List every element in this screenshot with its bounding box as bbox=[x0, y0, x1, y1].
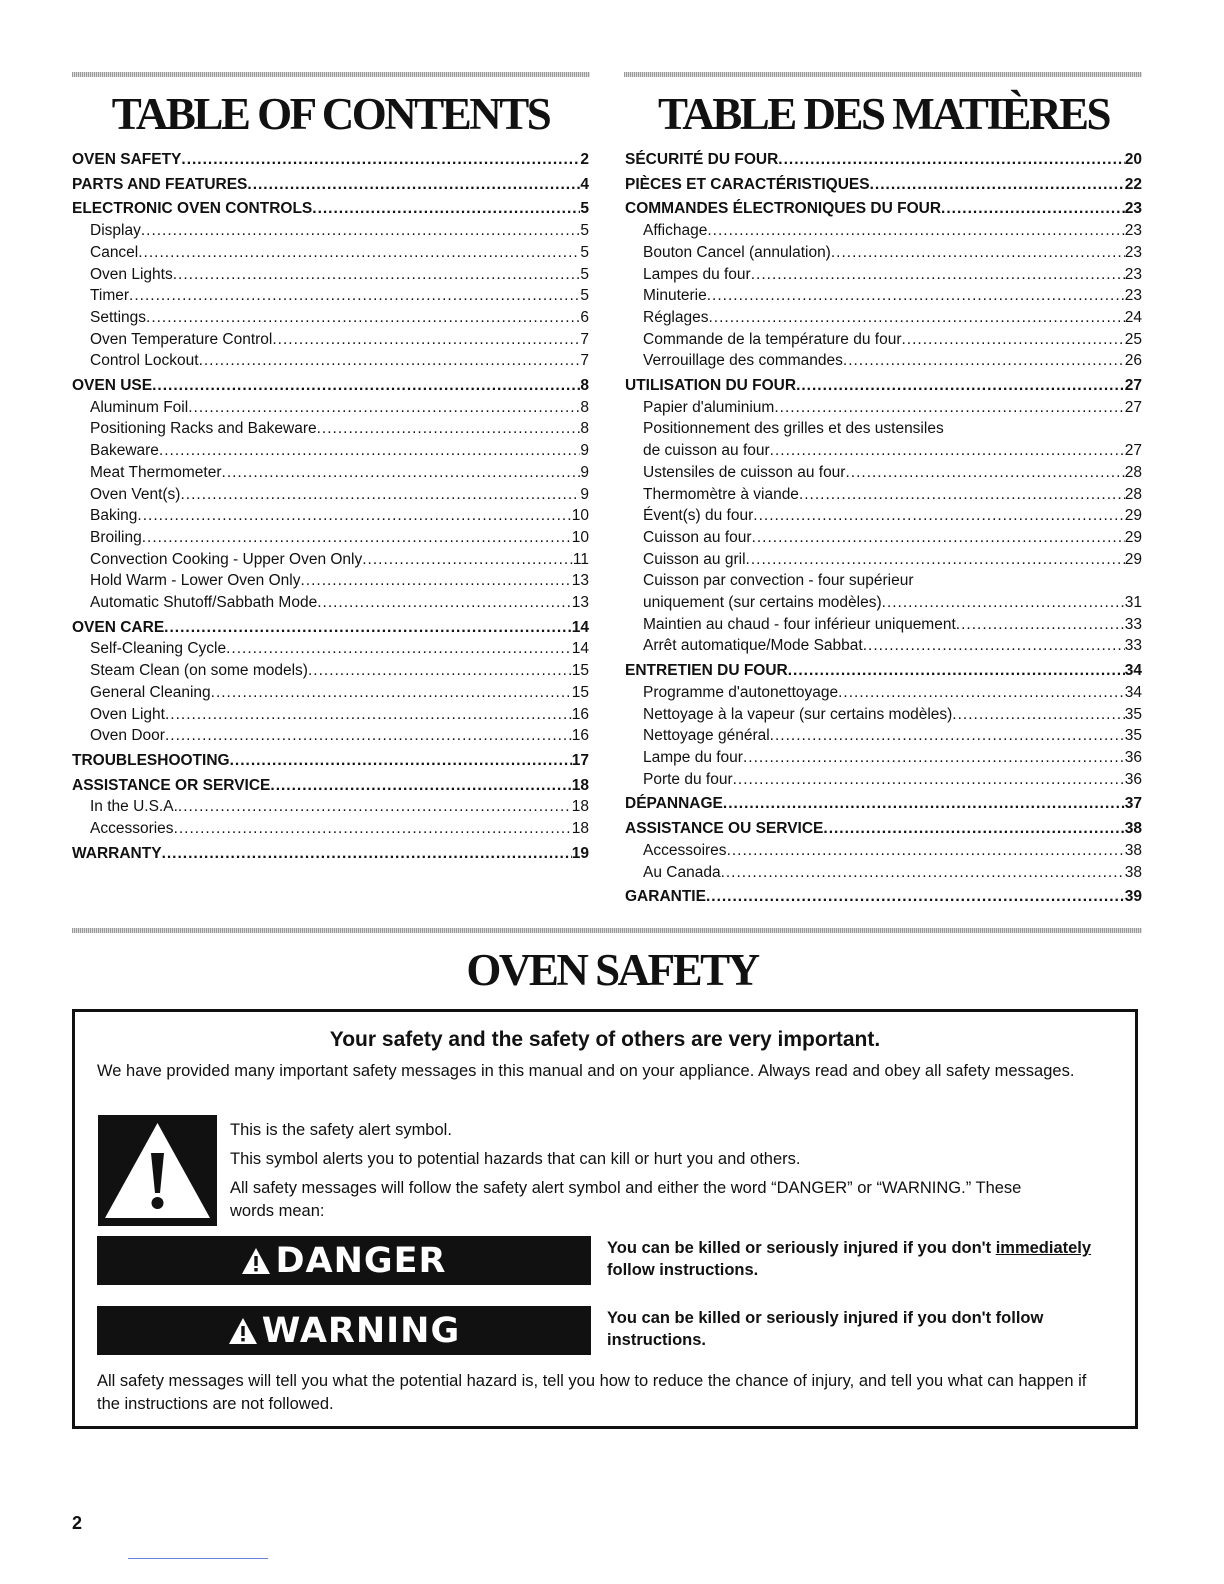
toc-dot-leader bbox=[270, 775, 571, 797]
toc-page-number: 19 bbox=[571, 844, 589, 862]
toc-page-number: 15 bbox=[571, 662, 589, 680]
toc-dot-leader bbox=[164, 617, 572, 639]
toc-entry bbox=[72, 505, 589, 527]
toc-dot-leader bbox=[746, 549, 1125, 571]
toc-entry bbox=[72, 264, 589, 286]
toc-page-number: 33 bbox=[1124, 637, 1142, 655]
toc-page-number: 11 bbox=[572, 550, 589, 568]
toc-page-number: 14 bbox=[571, 618, 589, 636]
toc-entry bbox=[72, 418, 589, 440]
toc-entry bbox=[625, 862, 1142, 884]
toc-dot-leader bbox=[863, 635, 1125, 657]
toc-page-number: 5 bbox=[580, 200, 589, 218]
oven-safety-title: OVEN SAFETY bbox=[466, 945, 758, 995]
toc-entry bbox=[72, 350, 589, 372]
toc-entry-label: Au Canada bbox=[643, 863, 721, 881]
toc-entry-label: de cuisson au four bbox=[643, 442, 770, 460]
toc-entry-label: In the U.S.A. bbox=[90, 798, 178, 816]
toc-section bbox=[625, 660, 1142, 682]
toc-page-number: 34 bbox=[1124, 683, 1142, 701]
toc-dot-leader bbox=[174, 818, 572, 840]
toc-page-number: 28 bbox=[1124, 463, 1142, 481]
toc-page-number: 5 bbox=[580, 222, 589, 240]
toc-page-number: 4 bbox=[580, 175, 589, 193]
toc-page-number: 10 bbox=[571, 507, 589, 525]
toc-section bbox=[625, 149, 1142, 171]
toc-entry bbox=[72, 285, 589, 307]
toc-page-number: 9 bbox=[580, 485, 589, 503]
toc-entry-label: General Cleaning bbox=[90, 683, 211, 701]
toc-page-number: 27 bbox=[1124, 377, 1142, 395]
danger-signal-word bbox=[97, 1236, 591, 1285]
toc-entry-label: Cuisson au four bbox=[643, 528, 752, 546]
toc-page-number: 10 bbox=[571, 528, 589, 546]
toc-entry-label: COMMANDES ÉLECTRONIQUES DU FOUR bbox=[625, 200, 942, 218]
footer-line bbox=[128, 1558, 268, 1559]
top-rule-right bbox=[624, 72, 1142, 77]
toc-entry bbox=[72, 484, 589, 506]
toc-page-number: 13 bbox=[571, 572, 589, 590]
toc-dot-leader bbox=[799, 484, 1125, 506]
toc-entry bbox=[625, 242, 1142, 264]
toc-entry bbox=[625, 704, 1142, 726]
toc-entry bbox=[625, 418, 1142, 440]
toc-entry bbox=[625, 350, 1142, 372]
toc-page-number: 37 bbox=[1124, 795, 1142, 813]
toc-dot-leader bbox=[952, 704, 1124, 726]
toc-section bbox=[72, 750, 589, 772]
toc-dot-leader bbox=[788, 660, 1125, 682]
toc-english-list bbox=[72, 149, 589, 865]
toc-dot-leader bbox=[142, 527, 572, 549]
toc-entry-label: Bouton Cancel (annulation) bbox=[643, 243, 831, 261]
toc-entry-label: uniquement (sur certains modèles) bbox=[643, 594, 882, 612]
toc-entry bbox=[625, 285, 1142, 307]
toc-page-number: 7 bbox=[580, 352, 589, 370]
toc-entry-label: Lampes du four bbox=[643, 265, 751, 283]
toc-entry bbox=[72, 307, 589, 329]
toc-entry-label: Lampe du four bbox=[643, 748, 743, 766]
toc-page-number: 18 bbox=[571, 776, 589, 794]
toc-entry-label: Nettoyage général bbox=[643, 727, 770, 745]
toc-entry-label: Ustensiles de cuisson au four bbox=[643, 463, 846, 481]
toc-dot-leader bbox=[222, 462, 581, 484]
toc-page-number: 26 bbox=[1124, 352, 1142, 370]
toc-dot-leader bbox=[831, 242, 1125, 264]
toc-entry-label: SÉCURITÉ DU FOUR bbox=[625, 151, 779, 168]
toc-entry-label: Aluminum Foil bbox=[90, 398, 189, 416]
toc-entry bbox=[72, 242, 589, 264]
toc-dot-leader bbox=[723, 793, 1125, 815]
toc-english bbox=[72, 89, 589, 865]
toc-entry bbox=[72, 682, 589, 704]
toc-entry-label: ELECTRONIC OVEN CONTROLS bbox=[72, 200, 313, 218]
danger-text-b: follow instructions. bbox=[607, 1261, 759, 1279]
toc-entry-label: Display bbox=[90, 222, 141, 240]
toc-entry bbox=[72, 818, 589, 840]
toc-entry-label: Steam Clean (on some models) bbox=[90, 662, 308, 680]
toc-entry bbox=[625, 220, 1142, 242]
toc-entry bbox=[625, 747, 1142, 769]
toc-dot-leader bbox=[727, 840, 1125, 862]
toc-section bbox=[72, 375, 589, 397]
toc-entry bbox=[72, 549, 589, 571]
toc-entry-label: Accessories bbox=[90, 820, 174, 838]
toc-section bbox=[72, 198, 589, 220]
toc-entry-label: Oven Lights bbox=[90, 265, 173, 283]
toc-entry-label: Nettoyage à la vapeur (sur certains modèles) bbox=[643, 705, 953, 723]
toc-dot-leader bbox=[152, 375, 580, 397]
toc-entry bbox=[625, 682, 1142, 704]
toc-page-number: 5 bbox=[580, 287, 589, 305]
toc-page-number: 36 bbox=[1124, 770, 1142, 788]
toc-page-number: 9 bbox=[580, 442, 589, 460]
toc-entry bbox=[72, 527, 589, 549]
toc-french-title: TABLE DES MATIÈRES bbox=[658, 89, 1109, 139]
toc-dot-leader bbox=[843, 350, 1125, 372]
toc-entry-label: Oven Temperature Control bbox=[90, 330, 273, 348]
symbol-line-1: This is the safety alert symbol. bbox=[230, 1121, 452, 1139]
toc-page-number: 34 bbox=[1124, 662, 1142, 680]
toc-page-number: 14 bbox=[571, 640, 589, 658]
toc-entry-label: Positionnement des grilles et des ustensiles bbox=[643, 420, 944, 438]
toc-entry-label: Commande de la température du four bbox=[643, 330, 902, 348]
toc-entry bbox=[625, 840, 1142, 862]
safety-intro: We have provided many important safety messages in this manual and on your appliance. Always read and obey all safety messages. bbox=[97, 1062, 1075, 1080]
danger-label: DANGER bbox=[275, 1240, 447, 1281]
toc-dot-leader bbox=[770, 725, 1125, 747]
toc-page-number: 13 bbox=[571, 594, 589, 612]
toc-dot-leader bbox=[362, 549, 573, 571]
toc-entry bbox=[625, 549, 1142, 571]
toc-entry bbox=[625, 725, 1142, 747]
toc-french-list bbox=[625, 149, 1142, 908]
toc-entry bbox=[72, 725, 589, 747]
toc-dot-leader bbox=[165, 725, 572, 747]
toc-dot-leader bbox=[317, 418, 581, 440]
toc-dot-leader bbox=[870, 174, 1125, 196]
toc-entry-label: Accessoires bbox=[643, 841, 727, 859]
top-rule-left bbox=[72, 72, 590, 77]
toc-dot-leader bbox=[138, 242, 580, 264]
toc-page-number: 24 bbox=[1124, 308, 1142, 326]
toc-entry-label: ASSISTANCE OR SERVICE bbox=[72, 776, 271, 794]
toc-section bbox=[72, 174, 589, 196]
toc-entry bbox=[625, 769, 1142, 791]
toc-entry-label: TROUBLESHOOTING bbox=[72, 751, 230, 769]
toc-section bbox=[625, 198, 1142, 220]
toc-entry-label: Programme d'autonettoyage bbox=[643, 683, 839, 701]
toc-entry bbox=[72, 220, 589, 242]
toc-dot-leader bbox=[733, 769, 1125, 791]
toc-page-number: 33 bbox=[1124, 615, 1142, 633]
toc-entry bbox=[72, 462, 589, 484]
toc-dot-leader bbox=[796, 375, 1125, 397]
toc-dot-leader bbox=[317, 592, 572, 614]
toc-page-number: 22 bbox=[1124, 175, 1142, 193]
toc-entry-label: DÉPANNAGE bbox=[625, 795, 723, 813]
toc-entry-label: Cancel bbox=[90, 243, 139, 261]
toc-entry-label: Minuterie bbox=[643, 287, 707, 305]
toc-entry-continued bbox=[625, 592, 1142, 614]
toc-dot-leader bbox=[823, 818, 1124, 840]
toc-french bbox=[625, 89, 1142, 908]
symbol-line-3: All safety messages will follow the safety alert symbol and either the word “DANGER” or “WARNING.” These words mean: bbox=[230, 1179, 1022, 1220]
toc-entry-label: Broiling bbox=[90, 528, 142, 546]
toc-dot-leader bbox=[146, 307, 580, 329]
toc-page-number: 8 bbox=[580, 377, 589, 395]
toc-english-title: TABLE OF CONTENTS bbox=[111, 89, 550, 139]
toc-dot-leader bbox=[159, 440, 580, 462]
safety-alert-icon bbox=[98, 1115, 217, 1226]
toc-section bbox=[625, 375, 1142, 397]
toc-dot-leader bbox=[845, 462, 1124, 484]
toc-section bbox=[625, 886, 1142, 908]
toc-entry-label: Affichage bbox=[643, 222, 708, 240]
toc-page-number: 7 bbox=[580, 330, 589, 348]
toc-dot-leader bbox=[300, 570, 571, 592]
toc-entry-label: Automatic Shutoff/Sabbath Mode bbox=[90, 594, 318, 612]
toc-entry-label: WARRANTY bbox=[72, 844, 162, 862]
toc-page-number: 31 bbox=[1124, 594, 1142, 612]
toc-dot-leader bbox=[141, 220, 581, 242]
danger-text-a: You can be killed or seriously injured if you don't bbox=[607, 1239, 996, 1257]
toc-page-number: 16 bbox=[571, 727, 589, 745]
toc-dot-leader bbox=[753, 505, 1124, 527]
toc-entry-label: Baking bbox=[90, 507, 138, 525]
toc-entry-label: ENTRETIEN DU FOUR bbox=[625, 662, 788, 680]
toc-entry bbox=[625, 264, 1142, 286]
safety-box-heading: Your safety and the safety of others are very important. bbox=[329, 1028, 881, 1051]
toc-page-number: 18 bbox=[571, 798, 589, 816]
toc-entry-label: Évent(s) du four bbox=[643, 507, 754, 525]
danger-alert-icon bbox=[241, 1247, 271, 1275]
toc-dot-leader bbox=[308, 660, 572, 682]
toc-dot-leader bbox=[752, 527, 1125, 549]
toc-page-number: 23 bbox=[1124, 222, 1142, 240]
toc-entry bbox=[625, 505, 1142, 527]
toc-entry-label: GARANTIE bbox=[625, 888, 706, 906]
page-number: 2 bbox=[72, 1513, 83, 1533]
toc-section bbox=[625, 818, 1142, 840]
toc-dot-leader bbox=[774, 397, 1124, 419]
toc-page-number: 2 bbox=[580, 151, 589, 168]
toc-dot-leader bbox=[247, 174, 580, 196]
toc-dot-leader bbox=[882, 592, 1125, 614]
toc-entry-label: Maintien au chaud - four inférieur uniquement bbox=[643, 615, 956, 633]
warning-signal-word bbox=[97, 1306, 591, 1355]
toc-entry-label: Réglages bbox=[643, 308, 709, 326]
toc-entry-label: ASSISTANCE OU SERVICE bbox=[625, 820, 824, 838]
toc-entry-label: Settings bbox=[90, 308, 147, 326]
toc-entry-continued bbox=[625, 440, 1142, 462]
toc-page-number: 38 bbox=[1124, 841, 1142, 859]
toc-page-number: 29 bbox=[1124, 550, 1142, 568]
toc-page-number: 23 bbox=[1124, 200, 1142, 218]
warning-description: You can be killed or seriously injured if you don't follow instructions. bbox=[607, 1309, 1044, 1349]
toc-dot-leader bbox=[180, 484, 580, 506]
toc-entry-label: Control Lockout bbox=[90, 352, 199, 370]
middle-rule bbox=[72, 928, 1142, 933]
safety-box bbox=[72, 1009, 1138, 1429]
toc-entry bbox=[625, 635, 1142, 657]
toc-section bbox=[72, 843, 589, 865]
toc-entry-label: Positioning Racks and Bakeware bbox=[90, 420, 317, 438]
toc-section bbox=[72, 775, 589, 797]
toc-dot-leader bbox=[706, 886, 1125, 908]
toc-dot-leader bbox=[709, 307, 1125, 329]
toc-page-number: 27 bbox=[1124, 442, 1142, 460]
toc-entry bbox=[72, 660, 589, 682]
toc-entry-label: Bakeware bbox=[90, 442, 159, 460]
toc-dot-leader bbox=[188, 397, 580, 419]
toc-page-number: 8 bbox=[580, 398, 589, 416]
toc-page-number: 6 bbox=[580, 308, 589, 326]
toc-entry bbox=[625, 329, 1142, 351]
toc-dot-leader bbox=[707, 285, 1125, 307]
toc-entry bbox=[72, 638, 589, 660]
toc-entry-label: PIÈCES ET CARACTÉRISTIQUES bbox=[625, 175, 870, 193]
toc-dot-leader bbox=[226, 638, 572, 660]
toc-dot-leader bbox=[707, 220, 1124, 242]
toc-page-number: 36 bbox=[1124, 748, 1142, 766]
toc-page-number: 25 bbox=[1124, 330, 1142, 348]
toc-entry-label: OVEN SAFETY bbox=[72, 151, 182, 168]
toc-entry-label: Verrouillage des commandes bbox=[643, 352, 843, 370]
toc-dot-leader bbox=[162, 843, 572, 865]
toc-entry-label: Self-Cleaning Cycle bbox=[90, 640, 227, 658]
toc-dot-leader bbox=[312, 198, 580, 220]
toc-entry bbox=[72, 397, 589, 419]
toc-page-number: 16 bbox=[571, 705, 589, 723]
toc-page-number: 38 bbox=[1124, 863, 1142, 881]
toc-dot-leader bbox=[743, 747, 1125, 769]
toc-dot-leader bbox=[165, 704, 572, 726]
toc-entry-label: Timer bbox=[90, 287, 130, 305]
toc-dot-leader bbox=[211, 682, 572, 704]
toc-entry-label: Oven Light bbox=[90, 705, 165, 723]
toc-page-number: 29 bbox=[1124, 507, 1142, 525]
toc-entry bbox=[72, 440, 589, 462]
toc-entry-label: Oven Door bbox=[90, 727, 165, 745]
warning-label: WARNING bbox=[261, 1310, 461, 1351]
toc-entry-label: OVEN CARE bbox=[72, 618, 165, 636]
toc-dot-leader bbox=[137, 505, 571, 527]
toc-entry bbox=[625, 462, 1142, 484]
toc-page-number: 5 bbox=[580, 243, 589, 261]
toc-dot-leader bbox=[178, 796, 572, 818]
toc-entry-label: Papier d'aluminium bbox=[643, 398, 775, 416]
toc-dot-leader bbox=[751, 264, 1125, 286]
toc-dot-leader bbox=[778, 149, 1124, 171]
toc-dot-leader bbox=[901, 329, 1124, 351]
danger-text-emphasis: immediately bbox=[995, 1239, 1092, 1257]
toc-entry bbox=[625, 614, 1142, 636]
toc-dot-leader bbox=[956, 614, 1125, 636]
toc-entry bbox=[625, 397, 1142, 419]
toc-page-number: 5 bbox=[580, 265, 589, 283]
toc-page-number: 20 bbox=[1124, 151, 1142, 168]
toc-entry bbox=[72, 704, 589, 726]
toc-dot-leader bbox=[272, 329, 580, 351]
toc-entry-label: Convection Cooking - Upper Oven Only bbox=[90, 550, 363, 568]
toc-entry-label: Cuisson au gril bbox=[643, 550, 746, 568]
toc-dot-leader bbox=[173, 264, 581, 286]
toc-entry bbox=[72, 592, 589, 614]
toc-dot-leader bbox=[770, 440, 1125, 462]
toc-entry-label: Thermomètre à viande bbox=[643, 485, 799, 503]
toc-page-number: 23 bbox=[1124, 243, 1142, 261]
toc-page-number: 18 bbox=[571, 820, 589, 838]
symbol-line-2: This symbol alerts you to potential hazards that can kill or hurt you and others. bbox=[230, 1150, 801, 1168]
toc-entry-label: Cuisson par convection - four supérieur bbox=[643, 572, 914, 590]
toc-entry bbox=[625, 307, 1142, 329]
toc-page-number: 8 bbox=[580, 420, 589, 438]
toc-entry bbox=[72, 796, 589, 818]
toc-page-number: 28 bbox=[1124, 485, 1142, 503]
toc-page-number: 29 bbox=[1124, 528, 1142, 546]
toc-entry-label: Arrêt automatique/Mode Sabbat bbox=[643, 637, 863, 655]
toc-dot-leader bbox=[838, 682, 1125, 704]
safety-closing: All safety messages will tell you what the potential hazard is, tell you how to reduce the chance of injury, and tell you what can happen if the instructions are not followed. bbox=[97, 1372, 1087, 1413]
toc-page-number: 35 bbox=[1124, 727, 1142, 745]
toc-dot-leader bbox=[230, 750, 572, 772]
toc-page-number: 35 bbox=[1124, 705, 1142, 723]
toc-entry bbox=[625, 527, 1142, 549]
toc-section bbox=[625, 174, 1142, 196]
toc-entry bbox=[72, 329, 589, 351]
toc-page-number: 23 bbox=[1124, 287, 1142, 305]
toc-entry-label: Hold Warm - Lower Oven Only bbox=[90, 572, 301, 590]
toc-page-number: 17 bbox=[571, 751, 589, 769]
toc-page-number: 23 bbox=[1124, 265, 1142, 283]
toc-dot-leader bbox=[199, 350, 581, 372]
toc-page-number: 15 bbox=[571, 683, 589, 701]
toc-page-number: 27 bbox=[1124, 398, 1142, 416]
toc-dot-leader bbox=[721, 862, 1125, 884]
toc-entry-label: Meat Thermometer bbox=[90, 463, 222, 481]
toc-dot-leader bbox=[181, 149, 580, 171]
toc-entry-label: Porte du four bbox=[643, 770, 733, 788]
toc-entry-label: UTILISATION DU FOUR bbox=[625, 377, 797, 395]
toc-entry-label: PARTS AND FEATURES bbox=[72, 175, 248, 193]
toc-dot-leader bbox=[129, 285, 580, 307]
warning-alert-icon bbox=[228, 1317, 258, 1345]
toc-dot-leader bbox=[941, 198, 1125, 220]
toc-page-number: 9 bbox=[580, 463, 589, 481]
toc-entry bbox=[625, 484, 1142, 506]
danger-description bbox=[607, 1237, 1127, 1281]
toc-page-number: 39 bbox=[1124, 888, 1142, 906]
toc-section bbox=[72, 617, 589, 639]
toc-section bbox=[625, 793, 1142, 815]
toc-entry bbox=[72, 570, 589, 592]
toc-section bbox=[72, 149, 589, 171]
toc-page-number: 38 bbox=[1124, 820, 1142, 838]
toc-entry-label: OVEN USE bbox=[72, 377, 153, 395]
toc-entry-label: Oven Vent(s) bbox=[90, 485, 181, 503]
toc-entry bbox=[625, 570, 1142, 592]
